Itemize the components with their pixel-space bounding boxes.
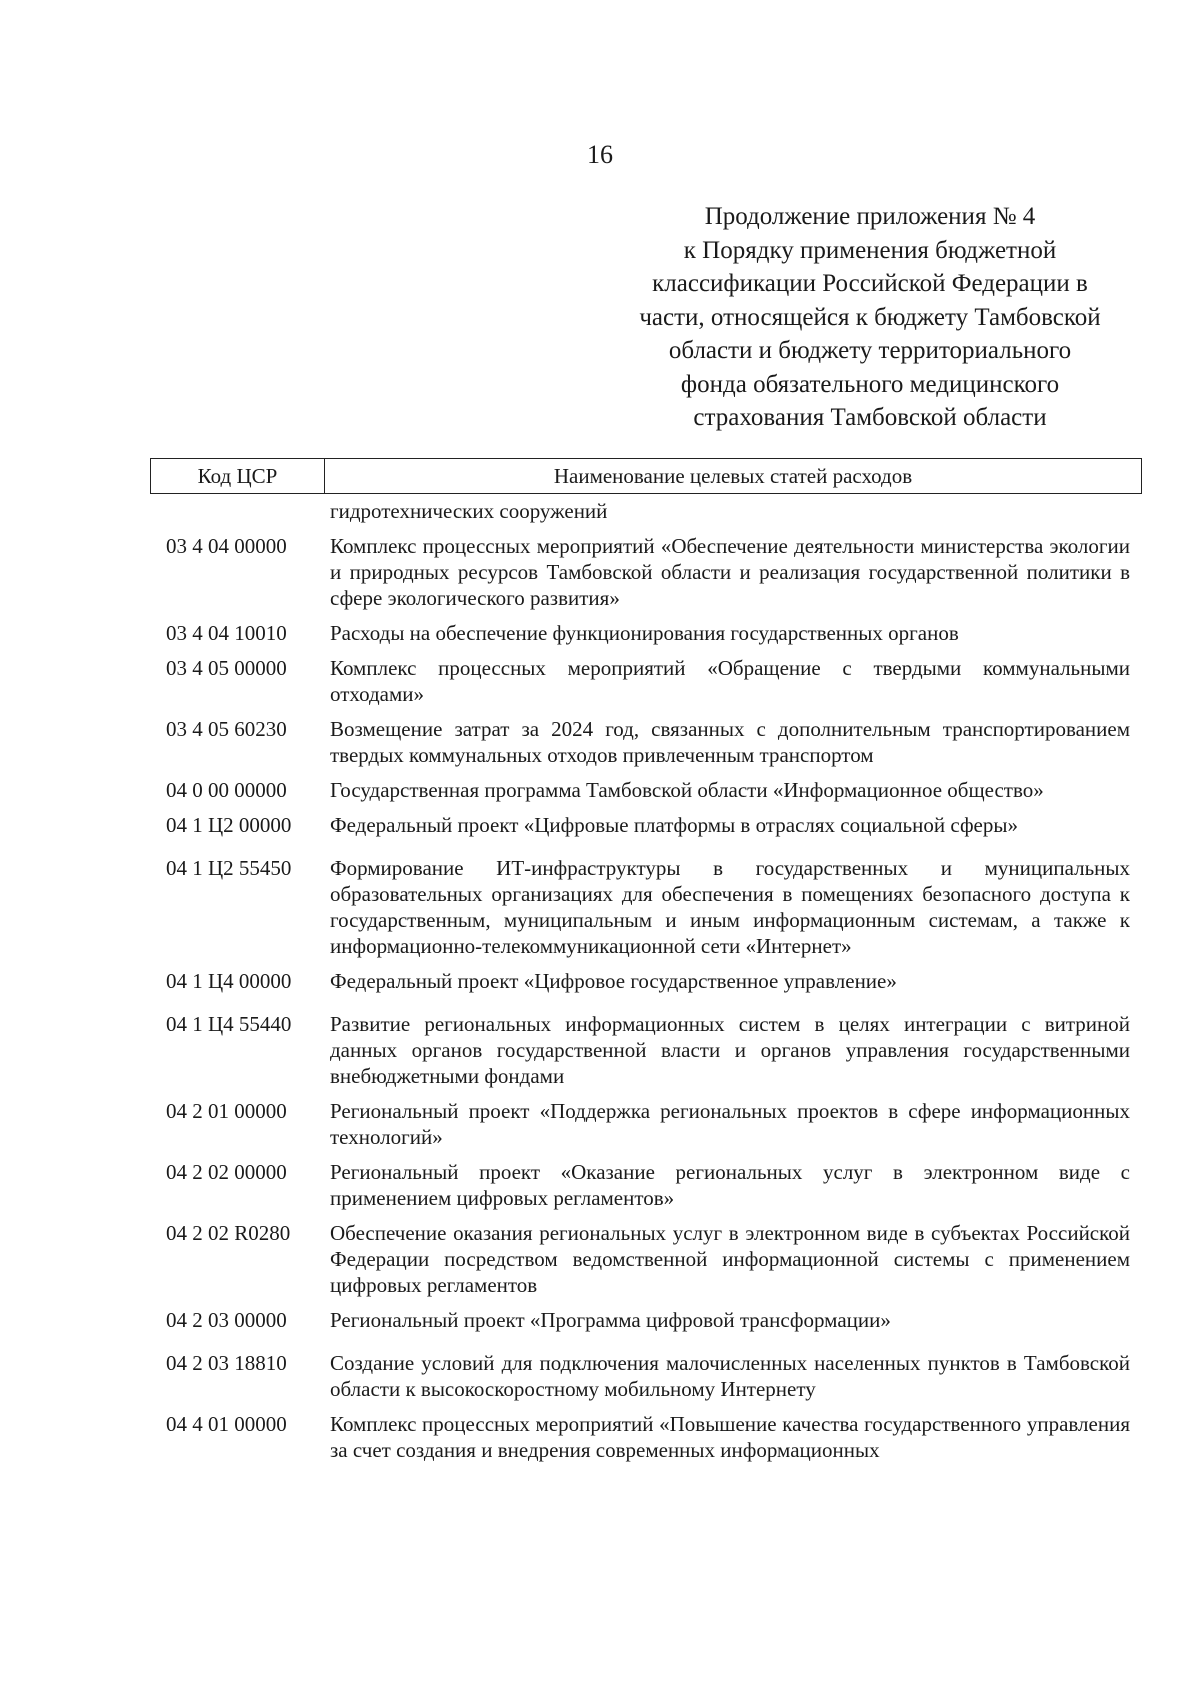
table-row-continuation: [150, 498, 1142, 524]
row-name: Развитие региональных информационных систем в целях интеграции с витриной данных органов государственной власти и органов управления государственными внебюджетными фондами: [330, 1012, 1130, 1088]
table-row: [150, 1307, 1142, 1333]
appendix-heading-line: страхования Тамбовской области: [693, 404, 1047, 431]
row-code: 04 2 01 00000: [166, 1099, 287, 1123]
row-code: 04 2 02 00000: [166, 1160, 287, 1184]
row-name: Региональный проект «Поддержка региональных проектов в сфере информационных технологий»: [330, 1099, 1130, 1149]
row-code: 04 1 Ц2 55450: [166, 856, 292, 880]
row-name: Государственная программа Тамбовской области «Информационное общество»: [330, 778, 1044, 802]
table-header: [150, 458, 1142, 494]
table-row: [150, 777, 1142, 803]
row-code: 03 4 05 60230: [166, 717, 287, 741]
appendix-heading-line: части, относящейся к бюджету Тамбовской: [639, 303, 1101, 331]
appendix-heading-line: классификации Российской Федерации в: [652, 270, 1088, 297]
table-row: [150, 533, 1142, 611]
appendix-heading-line: фонда обязательного медицинского: [680, 370, 1060, 398]
table-row: [150, 812, 1142, 838]
row-code: 03 4 04 10010: [166, 621, 287, 645]
row-name: Федеральный проект «Цифровые платформы в отраслях социальной сферы»: [330, 813, 1018, 837]
table-row: [150, 655, 1142, 707]
table-row: [150, 1159, 1142, 1211]
row-name: Комплекс процессных мероприятий «Обращение с твердыми коммунальными отходами»: [330, 656, 1130, 706]
row-name: Региональный проект «Оказание региональных услуг в электронном виде с применением цифровых регламентов»: [330, 1160, 1130, 1210]
row-name: Комплекс процессных мероприятий «Повышение качества государственного управления за счет создания и внедрения современных информационных: [330, 1412, 1130, 1462]
row-name: Формирование ИТ-инфраструктуры в государственных и муниципальных образовательных организациях для обеспечения в помещениях безопасного доступа к государственным, муниципальным и иным информационным системам, а также к информационно-телекоммуникационной сети «Интернет»: [330, 856, 1130, 958]
row-name: Расходы на обеспечение функционирования государственных органов: [330, 621, 959, 645]
appendix-heading-line: к Порядку применения бюджетной: [683, 236, 1057, 264]
row-name: Региональный проект «Программа цифровой трансформации»: [330, 1308, 891, 1332]
appendix-heading-line: Продолжение приложения № 4: [704, 203, 1036, 230]
row-name: Федеральный проект «Цифровое государственное управление»: [330, 969, 897, 993]
row-code: 04 2 03 00000: [166, 1308, 287, 1332]
row-name: Комплекс процессных мероприятий «Обеспечение деятельности министерства экологии и природных ресурсов Тамбовской области и реализация государственной политики в сфере экологического развития»: [330, 534, 1130, 610]
row-code: 04 2 03 18810: [166, 1351, 287, 1375]
row-code: 03 4 04 00000: [166, 534, 287, 558]
table-row: [150, 855, 1142, 959]
table-row: [150, 1220, 1142, 1298]
table-row: [150, 1098, 1142, 1150]
appendix-heading-line: области и бюджету территориального: [668, 337, 1072, 364]
row-name: Создание условий для подключения малочисленных населенных пунктов в Тамбовской области к высокоскоростному мобильному Интернету: [330, 1351, 1130, 1401]
row-name: гидротехнических сооружений: [330, 499, 608, 523]
row-code: 04 1 Ц2 00000: [166, 813, 292, 837]
row-code: 04 0 00 00000: [166, 778, 287, 802]
table-row: [150, 1011, 1142, 1089]
row-code: 04 1 Ц4 55440: [166, 1012, 292, 1036]
table-body: [150, 498, 1142, 1472]
appendix-heading: [600, 200, 1140, 435]
header-code: Код ЦСР: [151, 459, 325, 493]
row-code: 04 1 Ц4 00000: [166, 969, 292, 993]
row-name: Возмещение затрат за 2024 год, связанных с дополнительным транспортированием твердых коммунальных отходов привлеченным транспортом: [330, 717, 1130, 767]
table-row: [150, 620, 1142, 646]
page-number: 16: [587, 140, 613, 169]
row-code: 04 2 02 R0280: [166, 1221, 291, 1245]
table-row: [150, 1350, 1142, 1402]
header-name: Наименование целевых статей расходов: [553, 463, 913, 488]
row-name: Обеспечение оказания региональных услуг в электронном виде в субъектах Российской Федерации посредством ведомственной информационной системы с применением цифровых регламентов: [330, 1221, 1130, 1297]
table-row: [150, 1411, 1142, 1463]
table-row: [150, 968, 1142, 994]
row-code: 03 4 05 00000: [166, 656, 287, 680]
row-code: 04 4 01 00000: [166, 1412, 287, 1436]
table-row: [150, 716, 1142, 768]
